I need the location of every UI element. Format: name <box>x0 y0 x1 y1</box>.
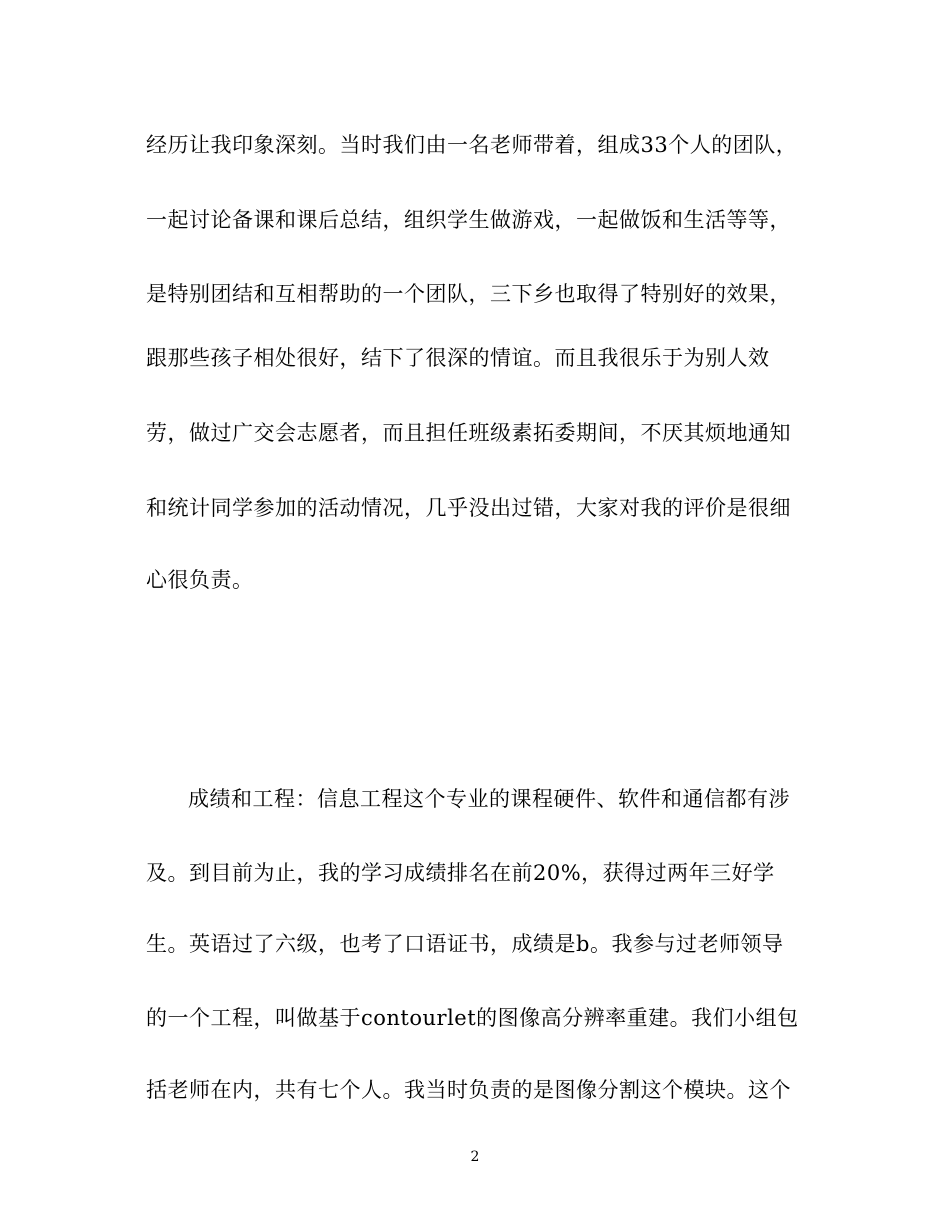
paragraph-line: 的一个工程，叫做基于contourlet的图像高分辨率重建。我们小组包 <box>146 1006 799 1030</box>
paragraph-line: 和统计同学参加的活动情况，几乎没出过错，大家对我的评价是很细 <box>146 496 791 520</box>
paragraph-line: 跟那些孩子相处很好，结下了很深的情谊。而且我很乐于为别人效 <box>146 346 770 370</box>
paragraph-line: 一起讨论备课和课后总结，组织学生做游戏，一起做饭和生活等等， <box>146 208 791 232</box>
paragraph-line: 心很负责。 <box>146 568 254 592</box>
page-number: 2 <box>470 1149 480 1165</box>
paragraph-line: 成绩和工程：信息工程这个专业的课程硬件、软件和通信都有涉 <box>188 787 790 811</box>
paragraph-line: 生。英语过了六级，也考了口语证书，成绩是b。我参与过老师领导 <box>146 932 784 956</box>
paragraph-line: 括老师在内，共有七个人。我当时负责的是图像分割这个模块。这个 <box>146 1078 791 1102</box>
paragraph-line: 是特别团结和互相帮助的一个团队，三下乡也取得了特别好的效果， <box>146 282 791 306</box>
paragraph-line: 劳，做过广交会志愿者，而且担任班级素拓委期间，不厌其烦地通知 <box>146 421 791 445</box>
paragraph-line: 及。到目前为止，我的学习成绩排名在前20%，获得过两年三好学 <box>146 861 775 885</box>
paragraph-line: 经历让我印象深刻。当时我们由一名老师带着，组成33个人的团队， <box>146 133 798 157</box>
